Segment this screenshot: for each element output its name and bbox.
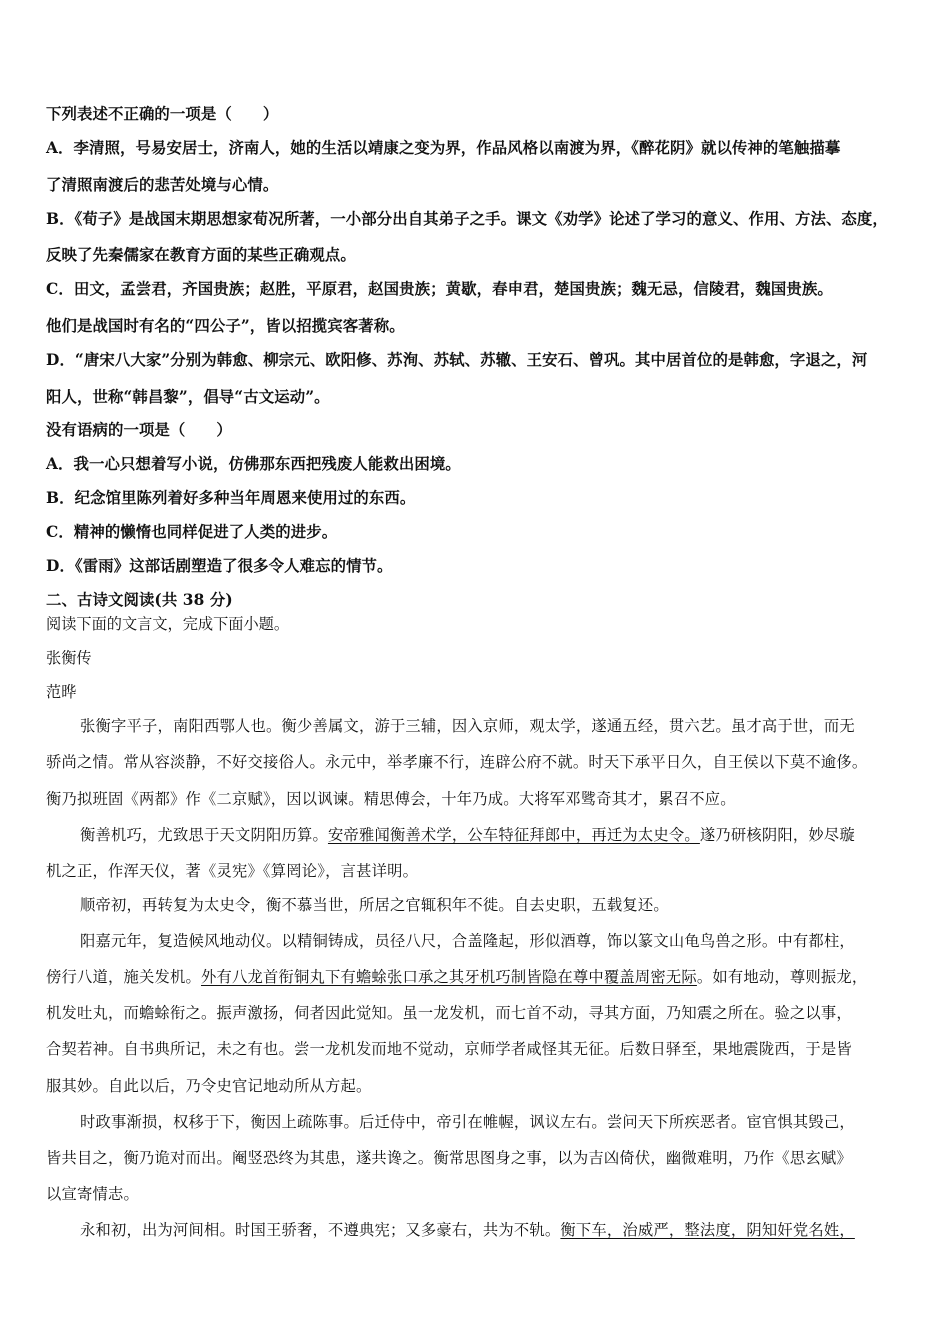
paragraph-4-text-a: 傍行八道，施关发机。 [46,968,201,986]
paragraph-4-text-b: 。如有地动，尊则振龙， [696,968,868,986]
q1-option-a-line2: 了清照南渡后的悲苦处境与心情。 [46,176,279,194]
q1-option-d-line1: D．“唐宋八大家”分别为韩愈、柳宗元、欧阳修、苏洵、苏轼、苏辙、王安石、曾巩。其中居首位的是韩愈，字退之，河 [46,351,868,369]
underlined-sentence-2: 外有八龙首衔铜丸下有蟾蜍张口承之其牙机巧制皆隐在尊中覆盖周密无际 [200,968,697,986]
underlined-sentence-3: 衡下车，治威严，整法度，阴知奸党名姓， [560,1221,855,1239]
paragraph-6-line-1 [80,1218,855,1240]
q2-option-a: A．我一心只想着写小说，仿佛那东西把残废人能救出困境。 [46,455,461,473]
paragraph-5-line-1: 时政事渐损，权移于下，衡因上疏陈事。后迁侍中，帝引在帷幄，讽议左右。尝问天下所疾恶者。宦官惧其毁己， [80,1113,855,1131]
section-heading: 二、古诗文阅读(共 38 分) [46,591,233,609]
q1-option-d-line2: 阳人，世称“韩昌黎”，倡导“古文运动”。 [46,388,330,406]
paragraph-1-line-1: 张衡字平子，南阳西鄂人也。衡少善属文，游于三辅，因入京师，观太学，遂通五经，贯六艺。虽才高于世，而无 [80,717,855,735]
passage-author: 范晔 [46,683,77,701]
paragraph-5-line-3: 以宣寄情志。 [46,1185,139,1203]
q2-option-c: C．精神的懒惰也同样促进了人类的进步。 [46,523,338,541]
q2-option-b: B．纪念馆里陈列着好多种当年周恩来使用过的东西。 [46,489,416,507]
paragraph-2-text-b: 遂乃研核阴阳，妙尽璇 [699,826,855,844]
paragraph-3-line-1: 顺帝初，再转复为太史令，衡不慕当世，所居之官辄积年不徙。自去史职，五载复还。 [80,896,669,914]
q1-option-b-line1: B．《荀子》是战国末期思想家荀况所著，一小部分出自其弟子之手。课文《劝学》论述了学习的意义、作用、方法、态度， [46,210,888,228]
paragraph-5-line-2: 皆共目之，衡乃诡对而出。阉竖恐终为其患，遂共谗之。衡常思图身之事，以为吉凶倚伏，幽微难明，乃作《思玄赋》 [46,1149,852,1167]
paragraph-2-line-2: 机之正，作浑天仪，著《灵宪》《算罔论》，言甚详明。 [46,862,419,880]
paragraph-2-line-1 [80,823,855,845]
paragraph-2-text-a: 衡善机巧，尤致思于天文阴阳历算。 [80,826,328,844]
underlined-sentence-1: 安帝雅闻衡善术学，公车特征拜郎中，再迁为太史令。 [327,826,700,844]
paragraph-4-line-5: 服其妙。自此以后，乃令史官记地动所从方起。 [46,1077,372,1095]
paragraph-4-line-1: 阳嘉元年，复造候风地动仪。以精铜铸成，员径八尺，合盖隆起，形似酒尊，饰以篆文山龟鸟兽之形。中有都柱， [80,932,855,950]
q2-option-d: D．《雷雨》这部话剧塑造了很多令人难忘的情节。 [46,557,393,575]
paragraph-4-line-3: 机发吐丸，而蟾蜍衔之。振声激扬，伺者因此觉知。虽一龙发机，而七首不动，寻其方面，乃知震之所在。验之以事， [46,1004,852,1022]
passage-title: 张衡传 [46,649,92,667]
q1-option-b-line2: 反映了先秦儒家在教育方面的某些正确观点。 [46,246,356,264]
paragraph-1-line-3: 衡乃拟班固《两都》作《二京赋》，因以讽谏。精思傅会，十年乃成。大将军邓骘奇其才，累召不应。 [46,790,736,808]
paragraph-6-text-a: 永和初，出为河间相。时国王骄奢，不遵典宪；又多豪右，共为不轨。 [80,1221,561,1239]
q1-stem: 下列表述不正确的一项是（ ） [46,105,279,123]
q1-option-a-line1: A．李清照，号易安居士，济南人，她的生活以靖康之变为界，作品风格以南渡为界，《醉花阴》就以传神的笔触描摹 [46,139,841,157]
q2-stem: 没有语病的一项是（ ） [46,421,232,439]
q1-option-c-line1: C．田文，孟尝君，齐国贵族；赵胜，平原君，赵国贵族；黄歇，春申君，楚国贵族；魏无忌，信陵君，魏国贵族。 [46,280,833,298]
section-instruction: 阅读下面的文言文，完成下面小题。 [46,615,289,633]
q1-option-c-line2: 他们是战国时有名的“四公子”，皆以招揽宾客著称。 [46,317,405,335]
paragraph-1-line-2: 骄尚之情。常从容淡静，不好交接俗人。永元中，举孝廉不行，连辟公府不就。时天下承平日久，自王侯以下莫不逾侈。 [46,753,868,771]
paragraph-4-line-2 [46,965,867,987]
paragraph-4-line-4: 合契若神。自书典所记，未之有也。尝一龙机发而地不觉动，京师学者咸怪其无征。后数日驿至，果地震陇西，于是皆 [46,1040,852,1058]
